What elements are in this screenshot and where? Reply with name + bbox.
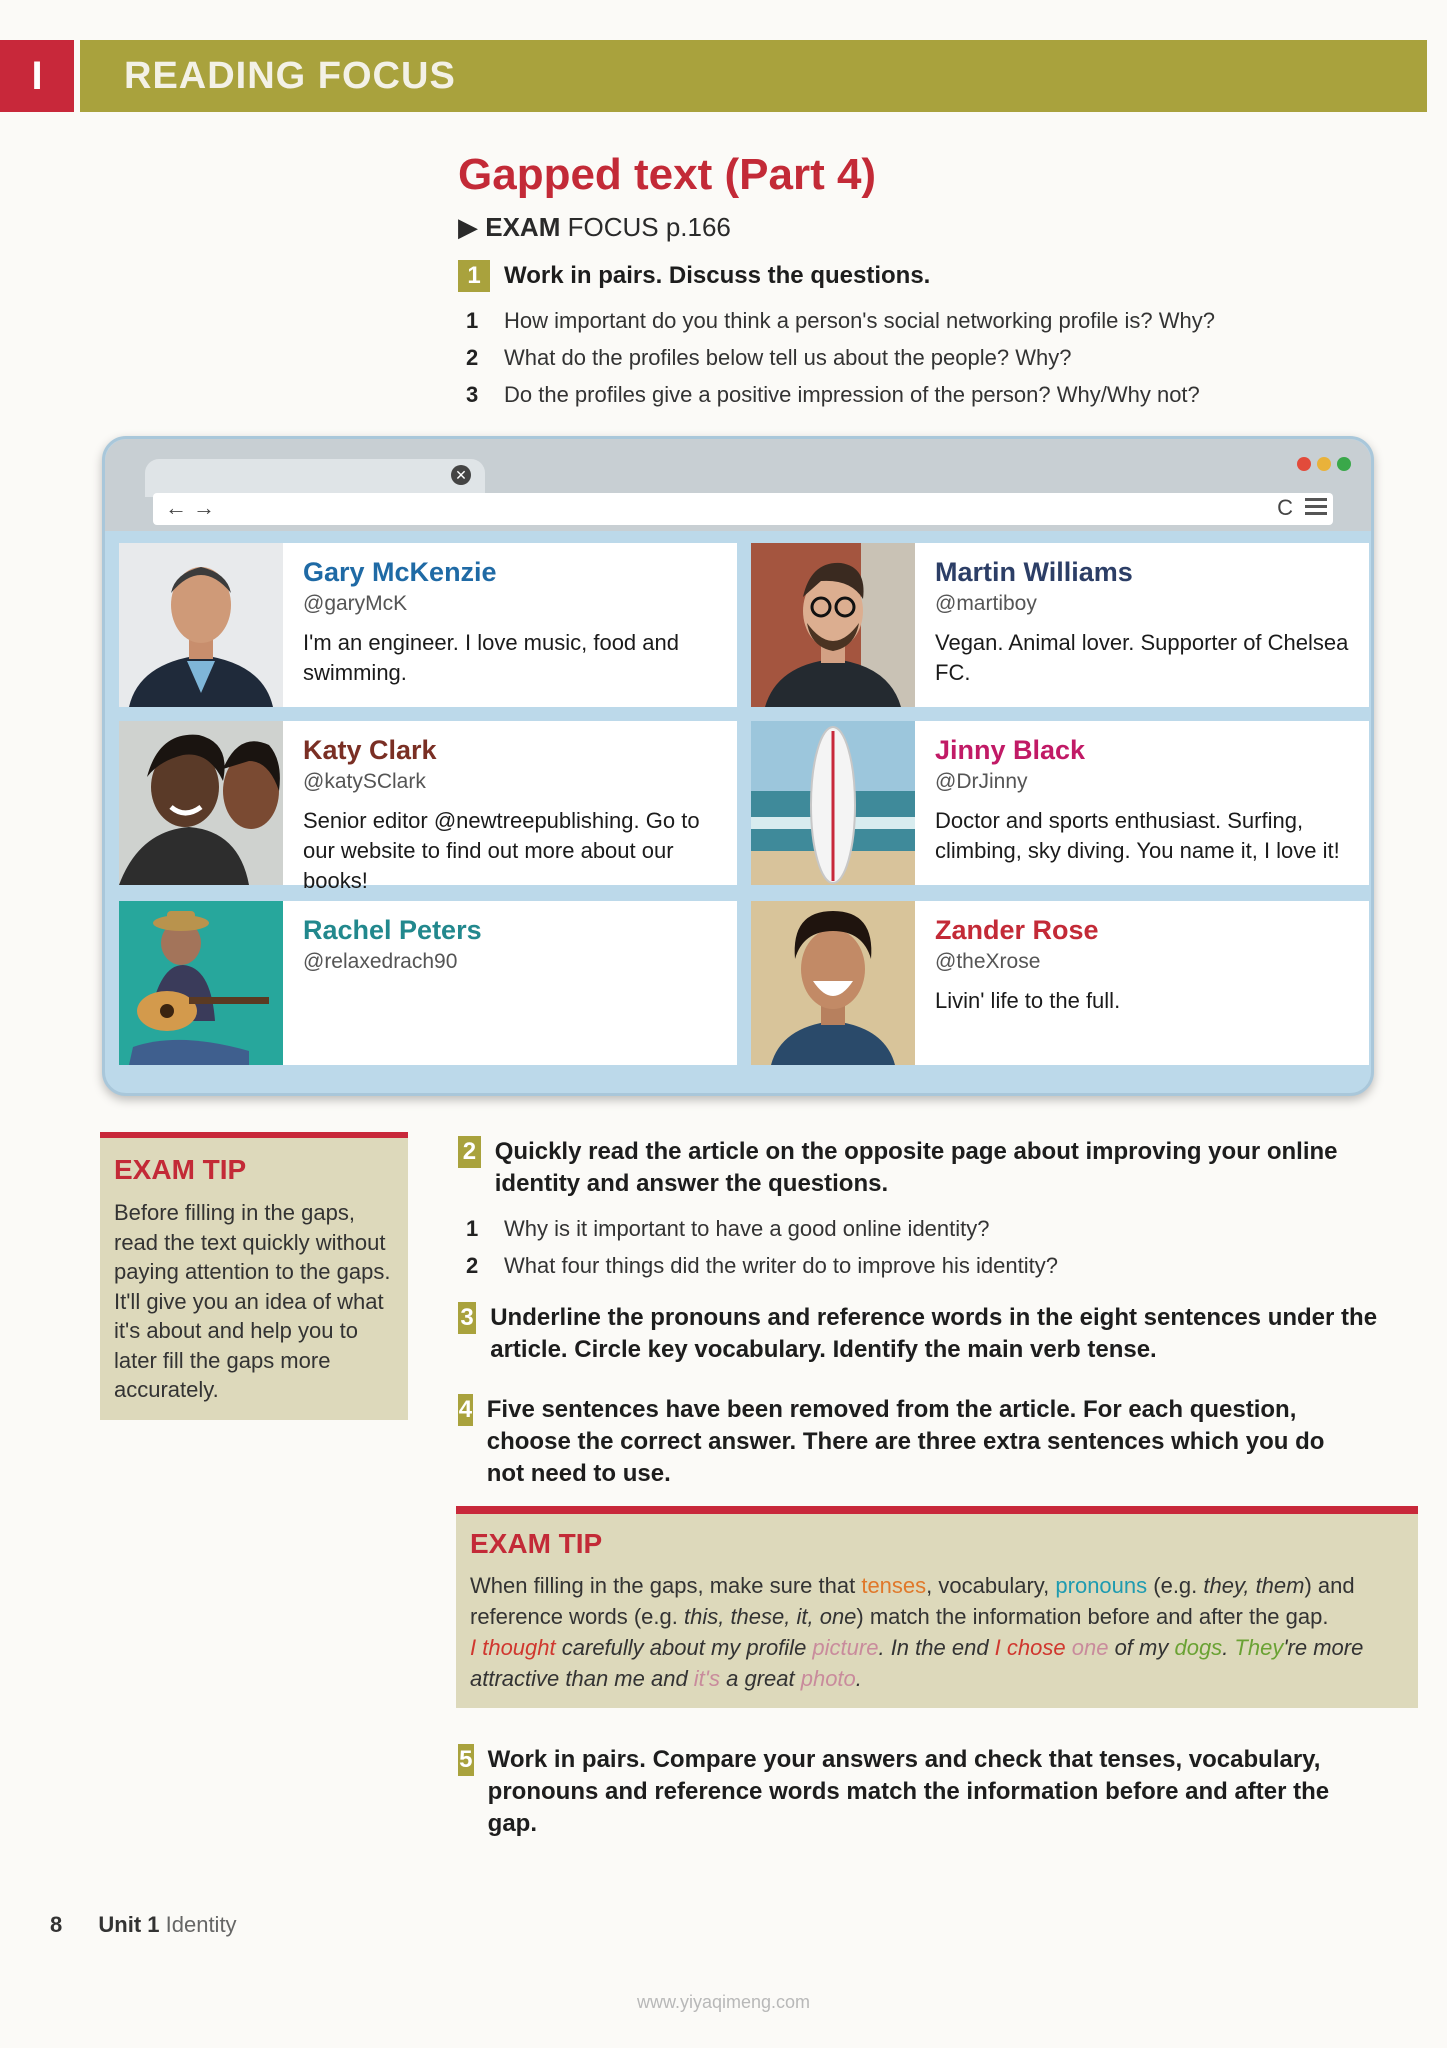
profile-bio: Livin' life to the full. [935,988,1121,1013]
task-3 [458,1302,1378,1366]
section-title: READING FOCUS [80,40,1427,112]
exam-focus-reference [458,212,731,243]
profile-handle: @relaxedrach90 [303,950,458,973]
tip-example: I thought carefully about my profile picture. In the end I chose one of my dogs. They're more attractive than me and it's a great photo. [470,1635,1364,1691]
highlight-pronouns: pronouns [1055,1573,1148,1598]
profile-photo [751,721,915,885]
yellow-dot-icon [1317,457,1331,471]
profile-info [935,915,1357,1016]
task-number-badge: 4 [458,1394,473,1426]
profile-name: Rachel Peters [303,915,482,945]
profile-photo [751,543,915,707]
task-5-instruction: Work in pairs. Compare your answers and check that tenses, vocabulary, pronouns and reference words match the information before and after the gap. [487,1746,1330,1837]
profile-bio: I'm an engineer. I love music, food and swimming. [303,630,679,685]
reload-icon: C [1277,495,1293,520]
task-1-instruction: Work in pairs. Discuss the questions. [504,262,931,289]
profile-bio: Senior editor @newtreepublishing. Go to our website to find out more about our books! [303,808,700,893]
profile-name: Jinny Black [935,735,1086,765]
profile-info [935,557,1357,688]
profile-bio: Doctor and sports enthusiast. Surfing, climbing, sky diving. You name it, I love it! [935,808,1340,863]
profile-handle: @katySClark [303,770,426,793]
browser-chrome [105,439,1371,531]
profile-handle: @theXrose [935,950,1041,973]
profile-photo [751,901,915,1065]
exam-tip-title: EXAM TIP [114,1154,247,1185]
task-2-instruction: Quickly read the article on the opposite page about improving your online identity and answer the questions. [494,1138,1338,1197]
exam-ref-bold: EXAM [485,212,561,242]
task-3-instruction: Underline the pronouns and reference words in the eight sentences under the article. Circle key vocabulary. Identify the main verb tense. [490,1304,1378,1363]
question-item: 1 How important do you think a person's social networking profile is? Why? [466,308,1215,333]
back-forward-icon: ←→ [165,495,221,520]
profile-card [119,901,737,1065]
green-dot-icon [1337,457,1351,471]
profile-handle: @DrJinny [935,770,1028,793]
task-2-questions [466,1210,1058,1284]
profile-info [303,557,725,688]
task-4 [458,1394,1338,1490]
address-bar [153,493,1333,525]
question-item: 1 Why is it important to have a good online identity? [466,1216,990,1241]
profile-card [751,721,1369,885]
section-number-badge: I [0,40,74,112]
profile-card [751,901,1369,1065]
lesson-label: Identity [165,1912,237,1937]
task-number-badge: 2 [458,1136,481,1168]
exam-tip-main [456,1506,1418,1708]
exam-ref-rest: FOCUS p.166 [567,212,731,242]
task-4-instruction: Five sentences have been removed from the article. For each question, choose the correct answer. There are three extra sentences which you do not need to use. [486,1396,1325,1487]
profile-card [751,543,1369,707]
task-1-questions [466,302,1215,413]
play-arrow-icon: ▶ [458,212,478,242]
highlight-vocabulary: vocabulary [938,1573,1044,1598]
task-2 [458,1136,1378,1200]
red-dot-icon [1297,457,1311,471]
profile-name: Katy Clark [303,735,437,765]
profile-photo [119,901,283,1065]
page-footer [50,1912,237,1938]
profile-photo [119,543,283,707]
window-dots [1297,457,1351,471]
profile-card [119,543,737,707]
profile-info [935,735,1357,866]
question-item: 3 Do the profiles give a positive impression of the person? Why/Why not? [466,382,1200,407]
page-title: Gapped text (Part 4) [458,150,877,199]
unit-label: Unit 1 [98,1912,160,1937]
question-item: 2 What do the profiles below tell us about the people? Why? [466,345,1072,370]
profile-info [303,915,725,986]
task-number-badge: 3 [458,1302,476,1334]
highlight-tenses: tenses [861,1573,927,1598]
task-5 [458,1744,1338,1840]
profile-card [119,721,737,893]
task-number-badge: 1 [458,260,490,292]
watermark: www.yiyaqimeng.com [636,1992,811,2012]
profile-info [303,735,725,896]
page-number: 8 [50,1912,63,1937]
profile-name: Gary McKenzie [303,557,497,587]
close-tab-icon: ✕ [451,465,471,485]
profile-handle: @garyMcK [303,592,408,615]
exam-tip-body: Before filling in the gaps, read the text quickly without paying attention to the gaps. It'll give you an idea of what it's about and help you to later fill the gaps more accurately. [114,1200,391,1402]
browser-window-illustration [102,436,1374,1096]
exam-tip-sidebar [100,1132,408,1420]
exam-tip-title: EXAM TIP [470,1528,603,1559]
profile-name: Martin Williams [935,557,1133,587]
hamburger-menu-icon [1305,498,1327,518]
profile-photo [119,721,283,885]
profile-bio: Vegan. Animal lover. Supporter of Chelsea FC. [935,630,1349,685]
profile-handle: @martiboy [935,592,1037,615]
task-1 [458,260,930,292]
question-item: 2 What four things did the writer do to improve his identity? [466,1253,1058,1278]
browser-tab [145,459,485,497]
exam-tip-body: When filling in the gaps, make sure that tenses, vocabulary, pronouns (e.g. they, them) and reference words (e.g. this, these, it, one) match the information before and after the gap. I thought carefully about my profile picture. In the end I chose one of my dogs. They're more attractive than me and it's a great photo. [470,1573,1364,1691]
profile-name: Zander Rose [935,915,1099,945]
task-number-badge: 5 [458,1744,474,1776]
